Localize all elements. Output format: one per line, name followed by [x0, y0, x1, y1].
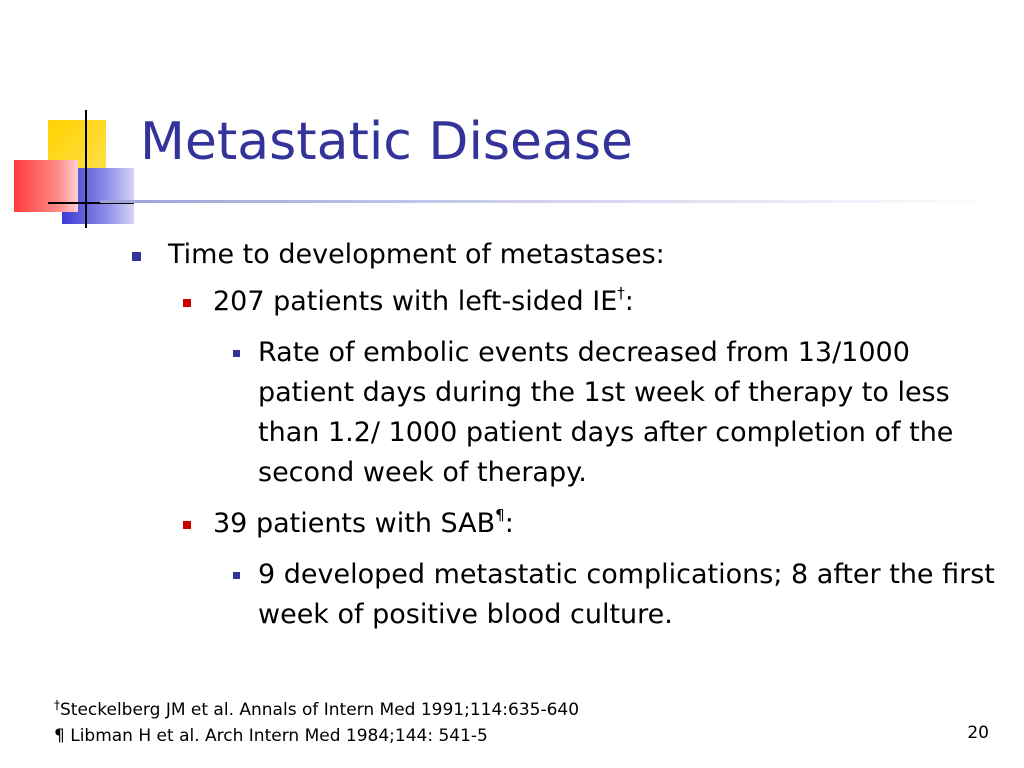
- bullet-text: 39 patients with SAB: [213, 508, 496, 539]
- page-number: 20: [967, 723, 989, 743]
- bullet-colon: :: [504, 508, 514, 539]
- reference-2: ¶ Libman H et al. Arch Intern Med 1984;144: 541-5: [54, 726, 488, 746]
- bullet-square-icon: [233, 572, 240, 579]
- bullet-time-to-metastases: [168, 235, 988, 275]
- slide-title: Metastatic Disease: [140, 112, 633, 172]
- bullet-text: 9 developed metastatic complications; 8 after the first week of positive blood culture.: [258, 559, 995, 630]
- decor-red-square: [14, 160, 78, 212]
- bullet-left-sided-ie: [213, 282, 973, 322]
- bullet-text: Time to development of metastases:: [168, 239, 665, 270]
- bullet-square-icon: [132, 252, 141, 261]
- bullet-square-icon: [233, 350, 240, 357]
- bullet-sab-patients: [213, 504, 973, 544]
- bullet-square-icon: [183, 521, 191, 529]
- bullet-square-icon: [183, 299, 191, 307]
- references: [54, 697, 754, 749]
- bullet-colon: :: [624, 286, 634, 317]
- title-underline: [100, 200, 1000, 203]
- reference-1: [54, 697, 754, 723]
- reference-mark-dagger: †: [54, 698, 60, 712]
- footnote-mark-dagger: †: [617, 284, 625, 302]
- reference-text: Steckelberg JM et al. Annals of Intern Med 1991;114:635-640: [60, 700, 580, 720]
- bullet-text: 207 patients with left-sided IE: [213, 286, 618, 317]
- bullet-metastatic-complications: [258, 555, 998, 635]
- bullet-text: Rate of embolic events decreased from 13/1000 patient days during the 1st week of therapy to less than 1.2/ 1000 patient days after completion of the second week of therapy.: [258, 337, 954, 488]
- footnote-mark-pilcrow: ¶: [495, 506, 505, 524]
- bullet-embolic-events: [258, 333, 998, 493]
